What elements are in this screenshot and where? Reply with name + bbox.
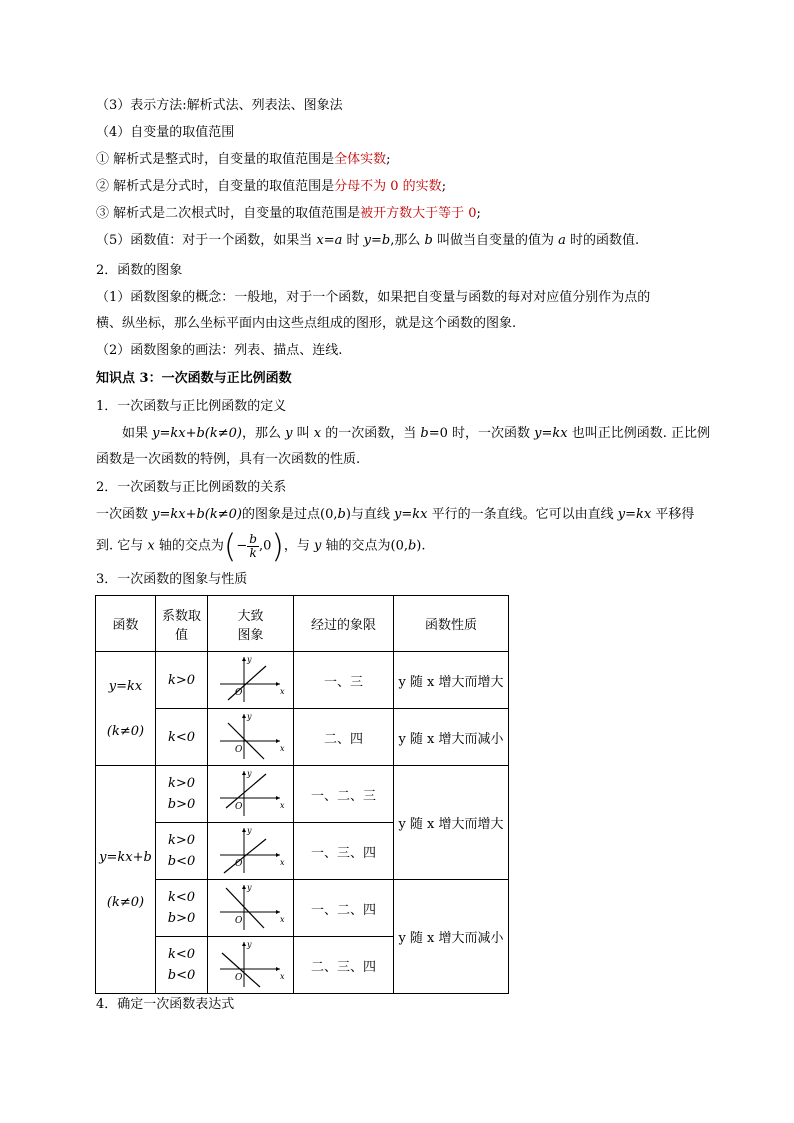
x-axis-arrow [276, 796, 280, 800]
cell-property: y 随 x 增大而增大 [394, 766, 509, 880]
y-axis-label: y [246, 712, 252, 721]
cell-coef: k>0 [156, 652, 208, 709]
origin-label: O [234, 802, 242, 812]
line-domain-radical: ③ 解析式是二次根式时，自变量的取值范围是被开方数大于等于 0; [96, 206, 481, 221]
table-header-row [96, 596, 509, 652]
table-row [96, 766, 509, 823]
y-axis-arrow [242, 657, 246, 661]
line-definition-1: 如果 y=kx+b(k≠0)，那么 y 叫 x 的一次函数，当 b=0 时，一次函数 y=kx 也叫正比例函数. 正比例 [122, 426, 710, 441]
line-domain-heading: （4）自变量的取值范围 [96, 125, 235, 140]
y-axis-label: y [246, 883, 252, 892]
table-row [96, 652, 509, 709]
linear-function-table [95, 595, 509, 994]
graph-k-pos-b-neg [216, 825, 286, 877]
cell-coef: k<0 b>0 [156, 880, 208, 937]
graph-k-pos-b-pos [216, 768, 286, 820]
y-axis-label: y [246, 826, 252, 835]
cell-quadrants: 一、二、四 [294, 880, 394, 937]
line-domain-polynomial: ① 解析式是整式时，自变量的取值范围是全体实数; [96, 152, 391, 167]
x-axis-label: x [279, 915, 285, 924]
y-axis-arrow [242, 828, 246, 832]
line-relationship-2: 到. 它与 x 轴的交点为(− $\frac{b}{k}$ ,0)，与 y 轴的交点为(0,b). [96, 527, 426, 565]
line-definition-2: 函数是一次函数的特例，具有一次函数的性质. [96, 452, 361, 467]
line-representation-methods: （3）表示方法:解析式法、列表法、图象法 [96, 98, 343, 113]
cell-function-proportional: y=kx (k≠0) [96, 652, 156, 766]
header-property: 函数性质 [394, 596, 509, 652]
cell-coef: k<0 [156, 709, 208, 766]
cell-graph [208, 709, 294, 766]
section-function-graph: 2．函数的图象 [96, 263, 183, 278]
cell-coef: k>0 b>0 [156, 766, 208, 823]
cell-graph [208, 823, 294, 880]
cell-quadrants: 一、三、四 [294, 823, 394, 880]
y-axis-label: y [246, 940, 252, 949]
graph-k-negative-origin [216, 711, 286, 763]
knowledge-point-3-title: 知识点 3：一次函数与正比例函数 [96, 371, 292, 386]
line-domain-fraction: ② 解析式是分式时，自变量的取值范围是分母不为 0 的实数; [96, 179, 447, 194]
header-function: 函数 [96, 596, 156, 652]
x-axis-arrow [276, 682, 280, 686]
cell-coef: k>0 b<0 [156, 823, 208, 880]
cell-property: y 随 x 增大而减小 [394, 709, 509, 766]
header-graph: 大致 图象 [208, 596, 294, 652]
table-row [96, 880, 509, 937]
cell-quadrants: 一、三 [294, 652, 394, 709]
line-graph-concept-1: （1）函数图象的概念：一般地，对于一个函数，如果把自变量与函数的每对对应值分别作为点的 [96, 290, 651, 305]
function-line [226, 888, 264, 928]
section-graph-properties: 3．一次函数的图象与性质 [96, 572, 248, 587]
y-axis-arrow [242, 771, 246, 775]
graph-k-positive-origin [216, 654, 286, 706]
function-line [224, 839, 266, 873]
y-axis-arrow [242, 942, 246, 946]
x-axis-label: x [279, 744, 285, 753]
function-line [228, 666, 266, 700]
header-quadrants: 经过的象限 [294, 596, 394, 652]
cell-graph [208, 652, 294, 709]
cell-quadrants: 二、四 [294, 709, 394, 766]
origin-label: O [234, 745, 242, 755]
cell-graph [208, 766, 294, 823]
origin-label: O [234, 859, 242, 869]
line-relationship-1: 一次函数 y=kx+b(k≠0)的图象是过点(0,b)与直线 y=kx 平行的一条直线。它可以由直线 y=kx 平移得 [96, 507, 695, 522]
x-axis-label: x [279, 801, 285, 810]
cell-function-linear: y=kx+b (k≠0) [96, 766, 156, 994]
cell-property: y 随 x 增大而增大 [394, 652, 509, 709]
x-axis-label: x [279, 858, 285, 867]
section-determine-expression: 4．确定一次函数表达式 [96, 997, 235, 1012]
y-axis-arrow [242, 714, 246, 718]
y-axis-arrow [242, 885, 246, 889]
x-axis-label: x [279, 687, 285, 696]
origin-label: O [234, 973, 242, 983]
line-graph-concept-2: 横、纵坐标，那么坐标平面内由这些点组成的图形，就是这个函数的图象. [96, 316, 517, 331]
section-definition: 1．一次函数与正比例函数的定义 [96, 399, 287, 414]
line-function-value: （5）函数值：对于一个函数，如果当 x=a 时 y=b,那么 b 叫做当自变量的值为 a 时的函数值. [96, 233, 640, 248]
section-relationship: 2．一次函数与正比例函数的关系 [96, 480, 287, 495]
header-coefficient: 系数取 值 [156, 596, 208, 652]
graph-k-neg-b-neg [216, 939, 286, 991]
graph-k-neg-b-pos [216, 882, 286, 934]
x-axis-arrow [276, 739, 280, 743]
line-graph-drawing: （2）函数图象的画法：列表、描点、连线. [96, 343, 343, 358]
origin-label: O [234, 688, 242, 698]
cell-coef: k<0 b<0 [156, 937, 208, 994]
cell-property: y 随 x 增大而减小 [394, 880, 509, 994]
function-line [226, 774, 266, 808]
cell-quadrants: 一、二、三 [294, 766, 394, 823]
origin-label: O [234, 916, 242, 926]
table-row [96, 709, 509, 766]
cell-quadrants: 二、三、四 [294, 937, 394, 994]
x-axis-arrow [276, 967, 280, 971]
y-axis-label: y [246, 655, 252, 664]
x-axis-label: x [279, 972, 285, 981]
cell-graph [208, 937, 294, 994]
cell-graph [208, 880, 294, 937]
x-axis-arrow [276, 853, 280, 857]
y-axis-label: y [246, 769, 252, 778]
x-axis-arrow [276, 910, 280, 914]
